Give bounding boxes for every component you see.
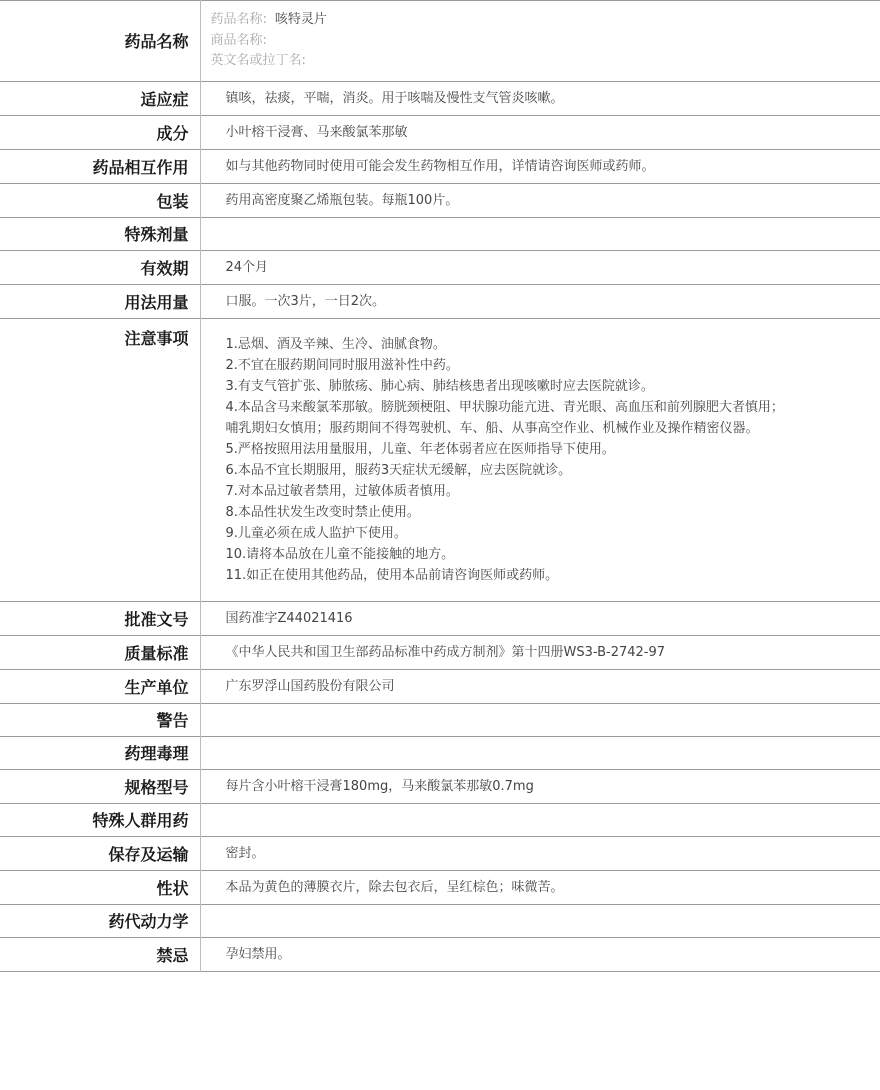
row-ingredients xyxy=(0,115,880,149)
row-quality-standard xyxy=(0,635,880,669)
english-name-line xyxy=(211,51,791,72)
precaution-item: 5.严格按照用法用量服用，儿童、年老体弱者应在医师指导下使用。 xyxy=(225,441,615,457)
row-value: 药用高密度聚乙烯瓶包装。每瓶100片。 xyxy=(225,192,459,208)
row-value xyxy=(200,803,880,836)
row-label: 成分 xyxy=(0,115,200,149)
row-value: 本品为黄色的薄膜衣片，除去包衣后，呈红棕色；味微苦。 xyxy=(225,879,564,895)
trade-name-key: 商品名称: xyxy=(210,32,267,48)
row-value: 密封。 xyxy=(225,845,265,861)
row-label: 质量标准 xyxy=(0,635,200,669)
row-value xyxy=(200,736,880,769)
row-value: 24个月 xyxy=(225,259,269,275)
precaution-item: 4.本品含马来酸氯苯那敏。膀胱颈梗阻、甲状腺功能亢进、青光眼、高血压和前列腺肥大者慎用；哺乳期妇女慎用；服药期间不得驾驶机、车、船、从事高空作业、机械作业及操作精密仪器。 xyxy=(225,399,784,436)
row-label: 规格型号 xyxy=(0,769,200,803)
row-label: 药代动力学 xyxy=(0,904,200,937)
row-value: 国药准字Z44021416 xyxy=(225,610,353,626)
precaution-item: 3.有支气管扩张、肺脓疡、肺心病、肺结核患者出现咳嗽时应去医院就诊。 xyxy=(225,378,654,394)
precaution-item: 11.如正在使用其他药品，使用本品前请咨询医师或药师。 xyxy=(225,567,559,583)
row-value: 口服。一次3片，一日2次。 xyxy=(225,293,386,309)
generic-name-line xyxy=(211,10,791,31)
row-label: 禁忌 xyxy=(0,937,200,971)
row-description xyxy=(0,870,880,904)
row-precautions xyxy=(0,318,880,601)
row-specification xyxy=(0,769,880,803)
row-label: 批准文号 xyxy=(0,601,200,635)
row-value: 孕妇禁用。 xyxy=(225,946,291,962)
row-value: 小叶榕干浸膏、马来酸氯苯那敏 xyxy=(225,124,408,140)
row-special-dosage xyxy=(0,217,880,250)
row-value: 《中华人民共和国卫生部药品标准中药成方制剂》第十四册WS3-B-2742-97 xyxy=(225,644,666,660)
row-special-populations xyxy=(0,803,880,836)
row-label: 特殊人群用药 xyxy=(0,803,200,836)
generic-name-key: 药品名称: xyxy=(210,12,267,27)
row-value: 如与其他药物同时使用可能会发生药物相互作用，详情请咨询医师或药师。 xyxy=(225,158,655,174)
precaution-item: 8.本品性状发生改变时禁止使用。 xyxy=(225,504,420,520)
row-label: 包装 xyxy=(0,183,200,217)
drug-name-cell xyxy=(200,1,880,82)
row-drug-name xyxy=(0,1,880,82)
row-label: 有效期 xyxy=(0,250,200,284)
row-label: 生产单位 xyxy=(0,669,200,703)
english-name-key: 英文名或拉丁名: xyxy=(210,53,306,68)
row-indications xyxy=(0,81,880,115)
row-approval-number xyxy=(0,601,880,635)
generic-name-value: 咳特灵片 xyxy=(274,12,327,27)
row-label: 用法用量 xyxy=(0,284,200,318)
row-label: 药品名称 xyxy=(0,1,200,82)
row-value: 广东罗浮山国药股份有限公司 xyxy=(225,678,395,694)
row-label: 注意事项 xyxy=(0,318,200,601)
row-label: 性状 xyxy=(0,870,200,904)
row-label: 保存及运输 xyxy=(0,836,200,870)
row-label: 药品相互作用 xyxy=(0,149,200,183)
row-contraindications xyxy=(0,937,880,971)
precaution-item: 7.对本品过敏者禁用，过敏体质者慎用。 xyxy=(225,483,459,499)
row-label: 警告 xyxy=(0,703,200,736)
precaution-item: 9.儿童必须在成人监护下使用。 xyxy=(225,525,407,541)
precaution-item: 2.不宜在服药期间同时服用滋补性中药。 xyxy=(225,357,459,373)
precautions-list xyxy=(200,318,880,601)
row-label: 适应症 xyxy=(0,81,200,115)
row-warning xyxy=(0,703,880,736)
row-manufacturer xyxy=(0,669,880,703)
trade-name-line xyxy=(211,31,791,52)
precaution-item: 10.请将本品放在儿童不能接触的地方。 xyxy=(225,546,455,562)
row-shelf-life xyxy=(0,250,880,284)
row-pharmacokinetics xyxy=(0,904,880,937)
row-value xyxy=(200,703,880,736)
row-label: 药理毒理 xyxy=(0,736,200,769)
row-packaging xyxy=(0,183,880,217)
row-value: 镇咳，祛痰，平喘，消炎。用于咳喘及慢性支气管炎咳嗽。 xyxy=(225,90,564,106)
precaution-item: 6.本品不宜长期服用，服药3天症状无缓解，应去医院就诊。 xyxy=(225,462,572,478)
row-value xyxy=(200,904,880,937)
row-label: 特殊剂量 xyxy=(0,217,200,250)
row-dosage xyxy=(0,284,880,318)
precaution-item: 1.忌烟、酒及辛辣、生冷、油腻食物。 xyxy=(225,336,446,352)
row-value: 每片含小叶榕干浸膏180mg，马来酸氯苯那敏0.7mg xyxy=(225,778,534,794)
row-pharmacology xyxy=(0,736,880,769)
row-value xyxy=(200,217,880,250)
row-storage xyxy=(0,836,880,870)
row-interactions xyxy=(0,149,880,183)
